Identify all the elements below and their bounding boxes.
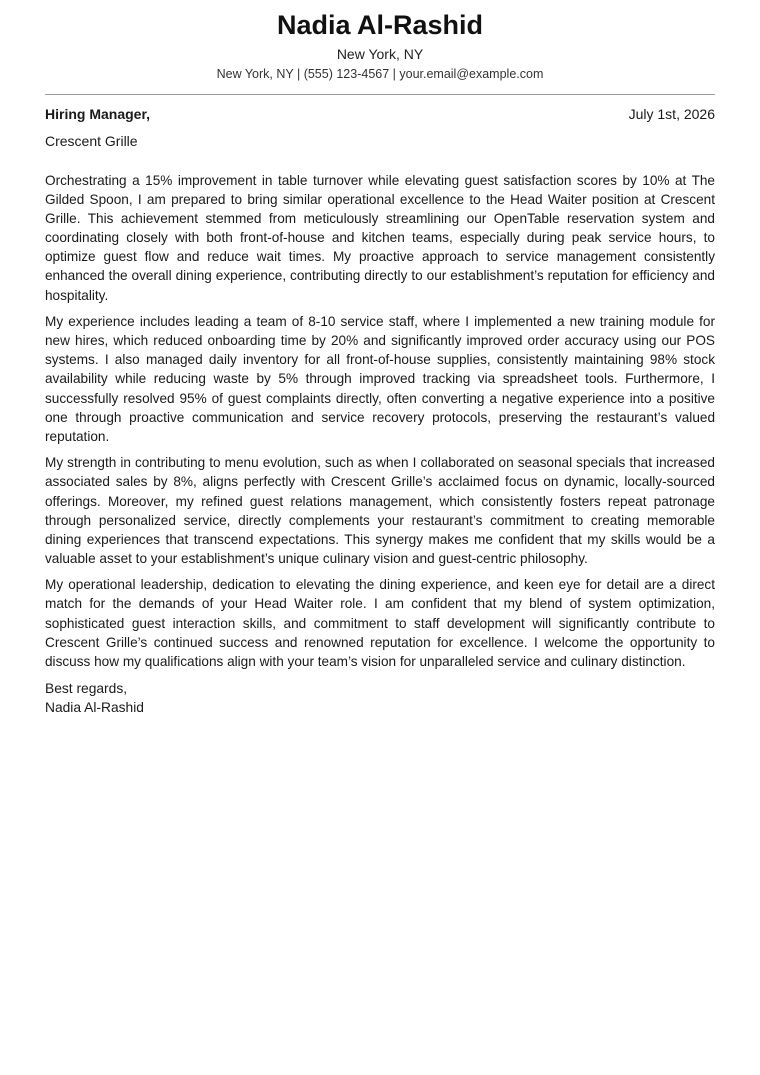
letter-date: July 1st, 2026 [628,106,715,122]
letter-closing [45,679,715,717]
body-paragraph: Orchestrating a 15% improvement in table turnover while elevating guest satisfaction scores by 10% at The Gilded Spoon, I am prepared to bring similar operational excellence to the Head Waiter position at Crescent Grille. This achievement stemmed from meticulously streamlining our OpenTable reservation system and coordinating closely with both front-of-house and kitchen teams, especially during peak service hours, to optimize guest flow and reduce wait times. My proactive approach to service management consistently enhanced the overall dining experience, contributing directly to our establishment’s reputation for efficiency and hospitality. [45,173,715,303]
body-paragraph: My operational leadership, dedication to elevating the dining experience, and keen eye for detail are a direct match for the demands of your Head Waiter role. I am confident that my blend of system optimization, sophisticated guest interaction skills, and commitment to staff development will significantly contribute to Crescent Grille’s continued success and renowned reputation for excellence. I welcome the opportunity to discuss how my qualifications align with your team’s vision for unparalleled service and culinary distinction. [45,577,715,669]
applicant-location: New York, NY [336,46,424,62]
recipient-row [45,105,715,123]
closing-salutation: Best regards, [45,680,128,696]
recipient-title: Hiring Manager, [45,106,151,122]
applicant-name: Nadia Al-Rashid [276,10,484,40]
applicant-contact-line: New York, NY | (555) 123-4567 | your.email@example.com [216,67,544,81]
header-divider [45,94,715,95]
cover-letter-page [45,0,715,717]
body-paragraph: My strength in contributing to menu evolution, such as when I collaborated on seasonal specials that increased associated sales by 8%, aligns perfectly with Crescent Grille’s acclaimed focus on dynamic, locally-sourced offerings. Moreover, my refined guest relations management, which consistently fosters repeat patronage through personalized service, directly complements your restaurant’s commitment to creating memorable dining experiences that transcend expectations. This synergy makes me confident that my skills would be a valuable asset to your establishment’s unique culinary vision and guest-centric philosophy. [45,455,715,566]
closing-signature: Nadia Al-Rashid [45,699,144,715]
body-paragraph: My experience includes leading a team of 8-10 service staff, where I implemented a new training module for new hires, which reduced onboarding time by 20% and significantly improved order accuracy using our POS systems. I also managed daily inventory for all front-of-house supplies, consistently maintaining 98% stock availability while reducing waste by 5% through improved tracking via spreadsheet tools. Furthermore, I successfully resolved 95% of guest complaints directly, often converting a negative experience into a positive one through proactive communication and service recovery protocols, preserving the restaurant’s valued reputation. [45,314,715,444]
recipient-company: Crescent Grille [45,133,138,149]
letter-body [45,171,715,671]
